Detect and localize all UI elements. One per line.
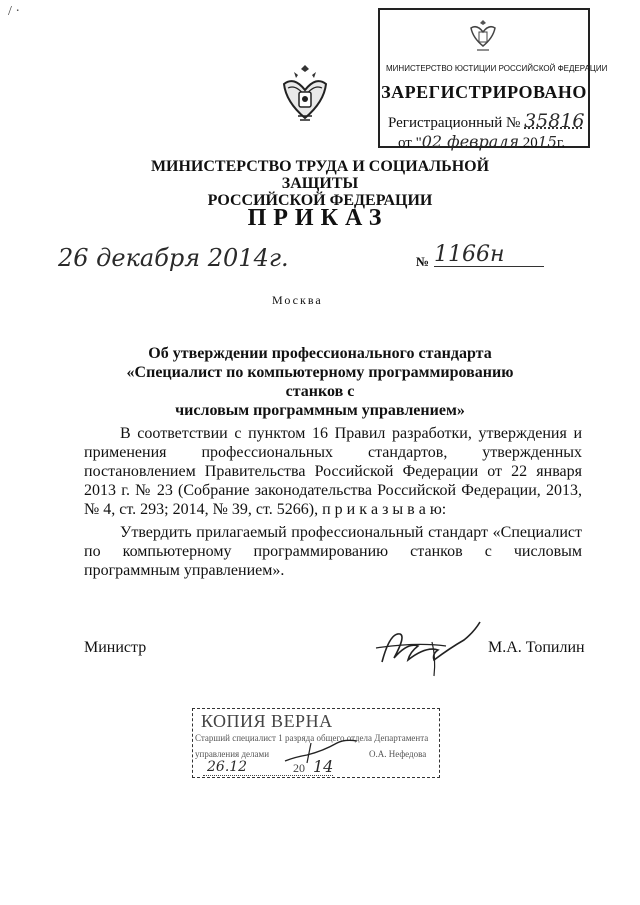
handwritten-signature: [372, 612, 490, 682]
order-subject-line3: числовым программным управлением»: [175, 402, 465, 419]
registration-date-prefix: от ": [398, 135, 422, 151]
ministry-heading-line1: МИНИСТЕРСТВО ТРУДА И СОЦИАЛЬНОЙ ЗАЩИТЫ: [150, 158, 490, 192]
copy-stamp-name: О.А. Нефедова: [369, 749, 427, 759]
registration-year-suffix: г.: [556, 135, 566, 151]
order-subject-line2: «Специалист по компьютерному программированию станков с: [126, 364, 514, 400]
order-number: 1166н: [434, 242, 544, 267]
order-city: Москва: [272, 293, 323, 307]
registration-status: ЗАРЕГИСТРИРОВАНО: [381, 82, 587, 102]
order-subject-line1: Об утверждении профессионального стандарта: [148, 345, 492, 362]
order-subject: [98, 344, 542, 420]
signatory-title: Министр: [84, 639, 147, 656]
registration-ministry: МИНИСТЕРСТВО ЮСТИЦИИ РОССИЙСКОЙ ФЕДЕРАЦИИ: [386, 64, 608, 73]
order-date: 26 декабря 2014г.: [58, 244, 289, 272]
ministry-heading: [120, 158, 520, 209]
order-number-label: №: [416, 254, 430, 269]
registration-number-line: [388, 110, 585, 132]
registration-date-line: [398, 132, 565, 152]
registration-year-prefix: 20: [522, 135, 538, 151]
copy-stamp-date-line: [203, 775, 333, 776]
registration-number-value: 35816: [524, 110, 585, 132]
margin-mark: / ·: [8, 4, 21, 19]
copy-stamp-year-prefix: 20: [293, 761, 305, 775]
registration-year-value: 15: [537, 133, 557, 151]
registration-date-value: 02 февраля: [421, 132, 520, 151]
body-paragraph-1: В соответствии с пунктом 16 Правил разработки, утверждения и применения профессиональных стандартов, утвержденных постановлением Правительства Российской Федерации от 22 января 2013 г. № 23 (Собрание законодательства Российской Федерации, 2013, № 4, ст. 293; 2014, № 39, ст. 5266), п р и к а з ы в а ю:: [84, 425, 582, 518]
coat-of-arms-emblem: [280, 62, 330, 130]
registration-number-label: Регистрационный №: [388, 115, 521, 131]
double-headed-eagle-emblem: [468, 16, 498, 56]
copy-stamp-title: КОПИЯ ВЕРНА: [201, 711, 333, 731]
copy-stamp-year: 14: [313, 757, 334, 776]
ministry-heading-line2: РОССИЙСКОЙ ФЕДЕРАЦИИ: [207, 192, 433, 209]
copy-stamp-date: 26.12: [207, 759, 248, 775]
document-type-title: ПРИКАЗ: [247, 205, 389, 231]
signatory-name: М.А. Топилин: [488, 639, 585, 656]
body-paragraph-2: Утвердить прилагаемый профессиональный стандарт «Специалист по компьютерному программированию станков с числовым программным управлением».: [84, 524, 582, 579]
copy-stamp-position: Старший специалист 1 разряда общего отдела Департамента: [195, 733, 429, 743]
copy-stamp-department: управления делами: [195, 749, 270, 759]
registration-stamp: [378, 8, 608, 151]
copy-certification-stamp: [192, 708, 440, 778]
